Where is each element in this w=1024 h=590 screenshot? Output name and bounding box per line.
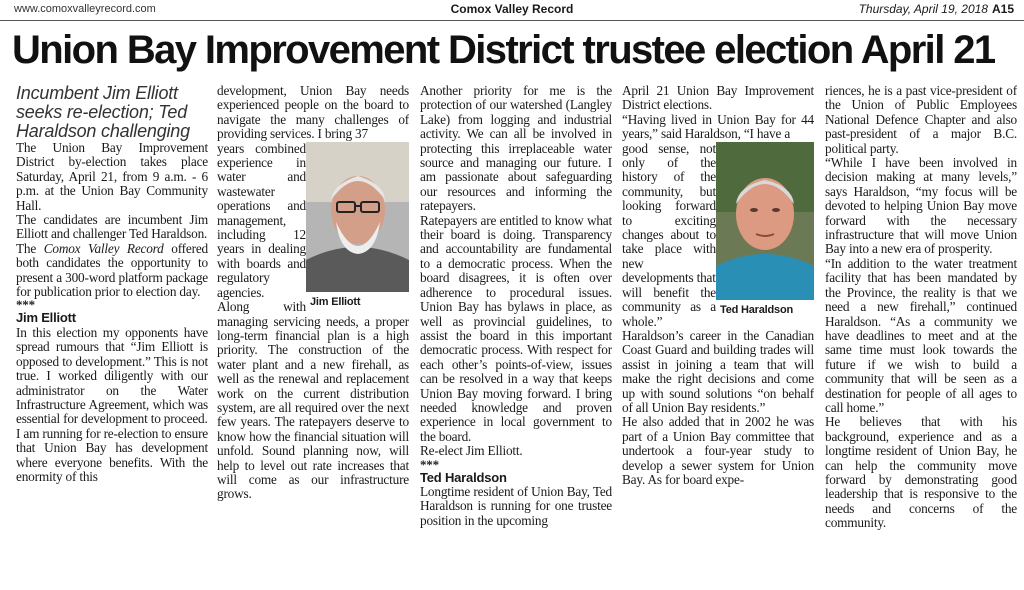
publication-name: Comox Valley Record [450,2,574,16]
issue-date-and-page [859,2,1014,16]
publication-reference: Comox Valley Record [43,240,164,256]
photo-ted-haraldson [716,142,814,317]
paragraph: He also added that in 2002 he was part of a Union Bay committee that undertook a four-year study to develop a sewer system for Union Bay. As for board expe- [622,414,814,487]
section-separator: *** [420,456,439,472]
portrait-photo [306,142,409,292]
paragraph: Another priority for me is the protection of our watershed (Langley Lake) from logging and industrial activity. We can all be involved in protecting this irreplaceable water source and managing our future. I am passionate about safeguarding our resources and informing the ratepayers. [420,84,612,214]
section-separator: *** [16,297,35,313]
paragraph: “While I have been involved in decision making at many levels,” says Haraldson, “my focus will be devoted to helping Union Bay move forward with the necessary infrastructure that will move Union Bay into a new era of prosperity. [825,155,1017,257]
paragraph [16,242,208,300]
article-column-2 [217,84,409,586]
photo-jim-elliott [306,142,409,309]
article-column-1 [16,84,208,586]
paragraph: In this election my opponents have spread rumours that “Jim Elliott is opposed to development.” This is not true. I worked diligently with our administrator on the Water Infrastructure Agreement, which was essential for development to proceed. [16,324,208,427]
paragraph: “Having lived in Union Bay for 44 years,” said Haraldson, “I have a [622,111,814,142]
paragraph: will benefit the community as a whole.” [622,284,716,329]
paragraph: Haraldson’s career in the Canadian Coast Guard and building trades will assist in joining a team that will make the right decisions and come up with sound solutions “on behalf of all Union Bay residents.” [622,327,814,415]
page-number: A15 [991,2,1014,16]
issue-date: Thursday, April 19, 2018 [858,2,988,16]
paragraph: April 21 Union Bay Improvement District elections. [622,84,814,113]
paragraph: I am running for re-election to ensure that Union Bay has development where everyone benefits. With the enormity of this [16,425,208,484]
paragraph: The Union Bay Improvement District by-election takes place Saturday, April 21, from 9 a.m. - 6 p.m. at the Union Bay Community Hall. [16,140,208,213]
article-column-3 [420,84,612,586]
paragraph-text: offered both candidates the opportunity to present a 300-word platform package for publication prior to election day. [16,240,208,300]
photo-caption: Jim Elliott [310,295,361,308]
paragraph: Along with managing servicing needs, a proper long-term financial plan is a high priority. The construction of the water plant and a new firehall, as well as the renewal and replacement work on the current distribution system, are all required over the next few years. The ratepayers deserve to know how the financial situation will unfold. Sound planning now, will help to level out rate increases that will come as our infrastructure grows. [217,299,409,502]
photo-caption: Ted Haraldson [720,303,793,316]
paragraph: years combined experience in water and wastewater operations and management, including 12 years in dealing with boards and regulatory agencies. [217,140,306,300]
paragraph: The candidates are incumbent Jim Elliott and challenger Ted Haraldson. [16,212,208,242]
paragraph: good sense, not only of the history of the community, but looking forward to exciting changes about to take place with new developments that [622,140,716,286]
paragraph: riences, he is a past vice-president of the Union of Public Employees National Defence Chapter and also past-president of a major B.C. political party. [825,84,1017,156]
paragraph-text: The [16,240,37,256]
portrait-photo [716,142,814,300]
candidate-subhead: Ted Haraldson [420,469,507,485]
paragraph: development, Union Bay needs experienced people on the board to navigate the many challenges of providing services. I bring 37 [217,84,409,142]
paragraph: He believes that with his background, experience and as a longtime resident of Union Bay, he can help the community move forward by demonstrating good leadership that is responsive to the needs and concerns of the community. [825,414,1017,531]
paragraph: Re-elect Jim Elliott. [420,443,523,459]
article-column-4 [622,84,814,586]
paragraph: Longtime resident of Union Bay, Ted Haraldson is running for one trustee position in the upcoming [420,483,612,528]
candidate-subhead: Jim Elliott [16,310,76,326]
paragraph: “In addition to the water treatment facility that has been mandated by the Province, the reality is that we need a new firehall,” continued Haraldson. “As a community we have deadlines to meet and at the same time must look towards the future if we wish to build a community that will be seen as a destination for people of all ages to call home.” [825,255,1017,415]
article-column-5 [825,84,1017,586]
paragraph: Ratepayers are entitled to know what their board is doing. Transparency and accountability are fundamental to a democratic process. When the board disagrees, it is often over adherence to procedural issues. Union Bay has bylaws in place, as well as provincial guidelines, to assist the board in this important democratic process. With respect for each other’s points-of-view, issues can be resolved in a way that keeps Union Bay moving forward. I bring needed knowledge and proven experience in local government to the board. [420,212,612,444]
headline: Union Bay Improvement District trustee election April 21 [12,28,995,72]
deck: Incumbent Jim Elliott seeks re-election; Ted Haraldson challenging [16,84,190,141]
folio-bar [0,0,1024,21]
website-url: www.comoxvalleyrecord.com [14,3,156,15]
